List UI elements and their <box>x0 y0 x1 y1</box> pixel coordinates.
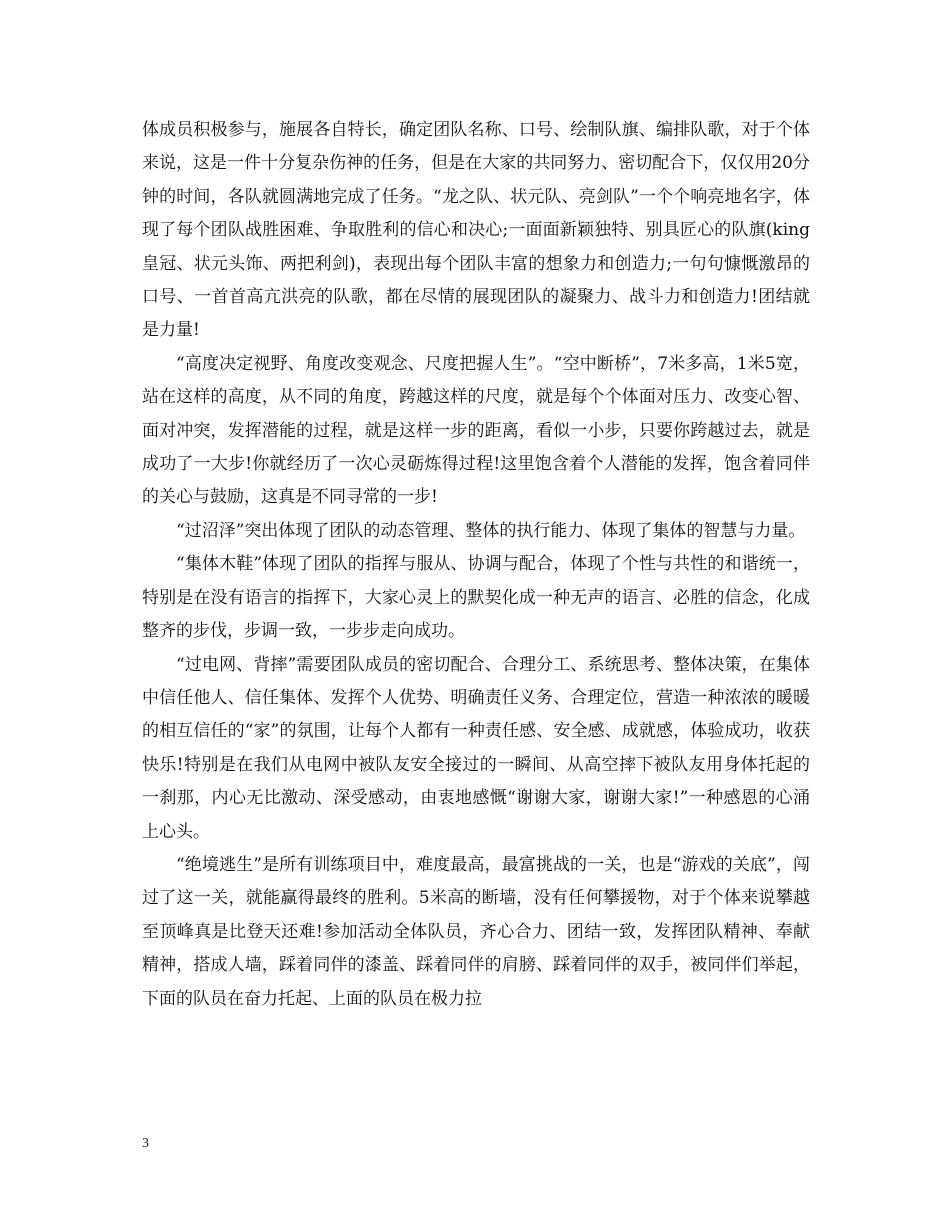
paragraph-2: “高度决定视野、角度改变观念、尺度把握人生”。“空中断桥”，7米多高，1米5宽，站在这样的高度，从不同的角度，跨越这样的尺度，就是每个个体面对压力、改变心智、面对冲突，发挥潜能的过程，就是这样一步的距离，看似一小步，只要你跨越过去，就是成功了一大步!你就经历了一次心灵砺炼得过程!这里饱含着个人潜能的发挥，饱含着同伴的关心与鼓励，这真是不同寻常的一步! <box>142 353 810 508</box>
paragraph-6: “绝境逃生”是所有训练项目中，难度最高，最富挑战的一关，也是“游戏的关底”，闯过了这一关，就能赢得最终的胜利。5米高的断墙，没有任何攀援物，对于个体来说攀越至顶峰真是比登天还难!参加活动全体队员，齐心合力、团结一致，发挥团队精神、奉献精神，搭成人墙，踩着同伴的漆盖、踩着同伴的肩膀、踩着同伴的双手，被同伴们举起，下面的队员在奋力托起、上面的队员在极力拉 <box>142 854 810 1009</box>
paragraph-5: “过电网、背摔”需要团队成员的密切配合、合理分工、系统思考、整体决策，在集体中信任他人、信任集体、发挥个人优势、明确责任义务、合理定位，营造一种浓浓的暖暖的相互信任的“家”的氛围，让每个人都有一种责任感、安全感、成就感，体验成功，收获快乐!特别是在我们从电网中被队友安全接过的一瞬间、从高空摔下被队友用身体托起的一刹那，内心无比激动、深受感动，由衷地感慨“谢谢大家，谢谢大家!”一种感恩的心涌上心头。 <box>142 654 810 842</box>
paragraph-4: “集体木鞋”体现了团队的指挥与服从、协调与配合，体现了个性与共性的和谐统一，特别是在没有语言的指挥下，大家心灵上的默契化成一种无声的语言、必胜的信念，化成整齐的步伐，步调一致，一步步走向成功。 <box>142 554 810 642</box>
paragraph-3: “过沼泽”突出体现了团队的动态管理、整体的执行能力、体现了集体的智慧与力量。 <box>176 520 806 541</box>
body-text <box>142 114 810 1016</box>
paragraph-1: 体成员积极参与，施展各自特长，确定团队名称、口号、绘制队旗、编排队歌，对于个体来说，这是一件十分复杂伤神的任务，但是在大家的共同努力、密切配合下，仅仅用20分钟的时间，各队就圆满地完成了任务。“龙之队、状元队、亮剑队”一个个响亮地名字，体现了每个团队战胜困难、争取胜利的信心和决心;一面面新颖独特、别具匠心的队旗(king皇冠、状元头饰、两把利剑)，表现出每个团队丰富的想象力和创造力;一句句慷慨激昂的口号、一首首高亢洪亮的队歌，都在尽情的展现团队的凝聚力、战斗力和创造力!团结就是力量! <box>142 120 810 341</box>
page-number: 3 <box>142 1136 149 1151</box>
